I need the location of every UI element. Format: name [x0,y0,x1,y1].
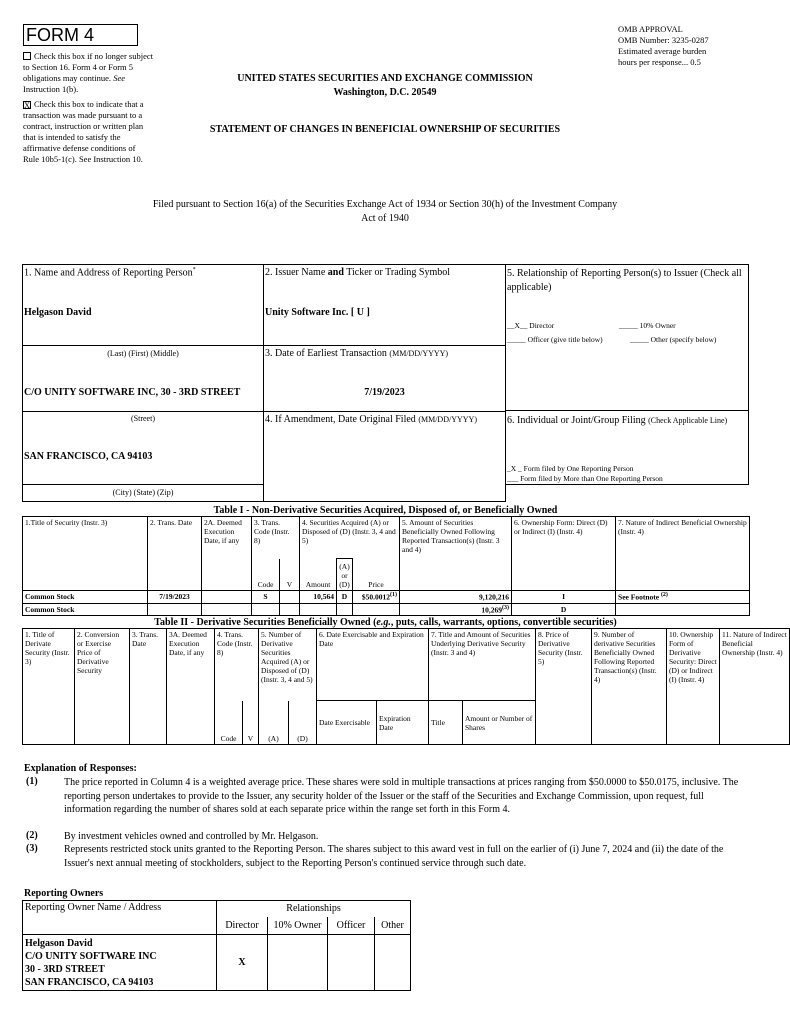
section16-checkbox-text: Check this box if no longer subject to Section 16. Form 4 or Form 5 obligations may continue. [23,51,153,84]
section1-label-sup: * [192,267,196,273]
section6-label-text: 6. Individual or Joint/Group Filing [507,415,646,426]
divider [22,411,264,412]
ro-owner-address [23,935,217,991]
t2-sub-date-exercisable: Date Exercisable [317,701,377,745]
rule10b5-checkbox-block [23,99,153,165]
t1-cell-date: 7/19/2023 [148,591,202,604]
t1-cell-title: Common Stock [23,591,148,604]
t2-header-conversion: 2. Conversion or Exercise Price of Derivative Security [75,629,130,745]
section1-label-text: 1. Name and Address of Reporting Person [24,267,193,279]
divider [22,345,264,346]
t1-cell-v [280,603,300,616]
t2-header-price: 8. Price of Derivative Security (Instr. 5) [536,629,592,745]
omb-line: hours per response... 0.5 [618,57,701,68]
t2-header-exercisable: 6. Date Exercisable and Expiration Date [317,629,429,701]
earliest-transaction-date: 7/19/2023 [364,387,405,398]
relationship-officer: _____ Officer (give title below) [507,335,603,344]
t1-header-code: 3. Trans. Code (Instr. 8) [252,517,300,559]
footnote-ref[interactable]: (2) [660,592,668,598]
city-caption: (City) (State) (Zip) [112,488,174,497]
agency-name: UNITED STATES SECURITIES AND EXCHANGE COMMISSION [237,73,533,84]
t1-cell-code [252,603,280,616]
t2-header-deemed: 3A. Deemed Execution Date, if any [167,629,215,745]
t1-cell-deemed [202,591,252,604]
omb-approval [618,24,758,68]
t1-cell-amount: 10,564 [300,591,337,604]
ro-director-mark: X [217,935,268,991]
t1-header-date: 2. Trans. Date [148,517,202,591]
divider [22,484,264,485]
issuer-name: Unity Software Inc. [ U ] [265,307,370,318]
t1-cell-price [353,603,400,616]
t1-cell-nature [616,603,750,616]
filing-more-persons: ___ Form filed by More than One Reporting Person [507,474,663,483]
ro-owner-line: Helgason David [25,938,93,949]
t1-nature-value: See Footnote [618,592,660,602]
section16-instr: Instruction 1(b). [23,84,79,95]
t2-sub-amount: Amount or Number of Shares [463,701,536,745]
relationship-director: __X__ Director [507,321,555,330]
section2-label-and: and [327,267,344,278]
t1-sub-price: Price [353,559,400,591]
reporting-owners-table [22,900,411,991]
omb-line: Estimated average burden [618,46,707,57]
t1-cell-form: D [512,603,616,616]
section1-box [22,264,264,502]
t1-cell-title: Common Stock [23,603,148,616]
footnote-text: The price reported in Column 4 is a weighted average price. These shares were sold in multiple transactions at prices ranging from $50.0000 to $50.0175, inclusive. The reporting person undertakes to provide to the Issuer, any security holder of the Issuer or the staff of the Securities and Exchange Commission, upon request, full information regarding the number of shares sold at each separate price within the range set forth in this Form 4. [64,777,739,815]
footnote-number: (3) [26,843,38,854]
t2-header-code: 4. Trans. Code (Instr. 8) [215,629,259,701]
ro-header-officer: Officer [328,917,375,935]
t1-cell-code: S [252,591,280,604]
t1-cell-ad [337,603,353,616]
t2-sub-d: (D) [289,701,317,745]
divider [263,345,506,346]
t1-cell-deemed [202,603,252,616]
table2 [22,628,790,745]
t1-header-securities: 4. Securities Acquired (A) or Disposed of (D) (Instr. 3, 4 and 5) [300,517,400,559]
section2-label [265,267,450,279]
t2-header-underlying: 7. Title and Amount of Securities Underlying Derivative Security (Instr. 3 and 4) [429,629,536,701]
filed-pursuant: Filed pursuant to Section 16(a) of the Securities Exchange Act of 1934 or Section 30(h) of the Investment Company Act of 1940 [152,199,618,224]
t2-sub-title: Title [429,701,463,745]
t1-header-deemed: 2A. Deemed Execution Date, if any [202,517,252,591]
t1-cell-owned [400,591,512,604]
section16-see: See [113,73,125,84]
t2-sub-v: V [243,701,259,745]
section6-label-small: (Check Applicable Line) [648,416,728,425]
section1-label [24,267,196,279]
form-title: FORM 4 [23,24,138,46]
footnote-ref[interactable]: (1) [390,592,398,598]
street-caption: (Street) [131,414,155,423]
ro-header-name: Reporting Owner Name / Address [23,901,217,935]
t1-cell-v [280,591,300,604]
section4-label-small: (MM/DD/YYYY) [418,415,477,424]
t1-cell-ad: D [337,591,353,604]
t1-header-ownership-form: 6. Ownership Form: Direct (D) or Indirect (I) (Instr. 4) [512,517,616,591]
section3-label-text: 3. Date of Earliest Transaction [265,348,387,359]
rule10b5-checkbox-text: Check this box to indicate that a transaction was made pursuant to a contract, instruction or written plan that is intended to satisfy the affirmative defense conditions of Rule 10b5-1(c). See Instruction 10. [23,99,144,165]
t2-header-nature: 11. Nature of Indirect Beneficial Ownership (Instr. 4) [720,629,790,745]
section4-label [265,414,477,426]
section16-checkbox-block [23,51,153,95]
table-row [23,935,411,991]
ro-officer-cell [328,935,375,991]
agency-city: Washington, D.C. 20549 [333,87,437,98]
t1-header-nature: 7. Nature of Indirect Beneficial Ownership (Instr. 4) [616,517,750,591]
t2-header-title: 1. Title of Derivate Security (Instr. 3) [23,629,75,745]
table-row [23,603,750,616]
section3-label [265,348,448,360]
t1-sub-amount: Amount [300,559,337,591]
t1-sub-v: V [280,559,300,591]
footnote-text: Represents restricted stock units granted to the Reporting Person. The shares subject to this award vest in full on the earlier of (i) June 7, 2024 and (ii) the date of the Issuer's next annual meeting of stockholders, subject to the Reporting Person's continued service through such date. [64,844,724,869]
t1-sub-a-or-d: (A) or (D) [337,559,353,591]
t2-header-owned: 9. Number of derivative Securities Beneficially Owned Following Reported Transaction(s) (Instr. 4) [592,629,667,745]
table2-title [22,617,749,629]
t1-header-amount-owned: 5. Amount of Securities Beneficially Owned Following Reported Transaction(s) (Instr. 3 and 4) [400,517,512,591]
filing-one-person: _X _ Form filed by One Reporting Person [507,464,634,473]
section4-label-text: 4. If Amendment, Date Original Filed [265,414,416,425]
divider [263,411,506,412]
table2-title-b: , puts, calls, warrants, options, convertible securities) [390,617,617,628]
statement-title: STATEMENT OF CHANGES IN BENEFICIAL OWNERSHIP OF SECURITIES [209,124,561,135]
reporting-owners-heading: Reporting Owners [24,888,104,899]
table2-title-eg: e.g. [376,617,391,628]
t1-sub-code: Code [252,559,280,591]
ro-owner-line: 30 - 3RD STREET [25,964,105,975]
section2-label-a: 2. Issuer Name [265,267,326,278]
section16-checkbox[interactable] [23,52,31,60]
ro-owner-line: C/O UNITY SOFTWARE INC [25,951,157,962]
footnote-ref[interactable]: (3) [502,604,510,611]
t1-cell-amount [300,603,337,616]
reporting-person-city: SAN FRANCISCO, CA 94103 [24,451,153,462]
t2-header-number: 5. Number of Derivative Securities Acquired (A) or Disposed of (D) (Instr. 3, 4 and 5) [259,629,317,701]
table1-title: Table I - Non-Derivative Securities Acquired, Disposed of, or Beneficially Owned [213,505,558,516]
t2-header-date: 3. Trans. Date [130,629,167,745]
omb-line: OMB Number: 3235-0287 [618,35,709,46]
relationship-ten-pct: _____ 10% Owner [619,321,676,330]
omb-line: OMB APPROVAL [618,24,683,34]
t1-cell-owned [400,603,512,616]
table2-title-a: Table II - Derivative Securities Beneficially Owned ( [154,617,377,628]
section2-4-box [263,264,506,502]
t2-header-form: 10. Ownership Form of Derivative Security: Direct (D) or Indirect (I) (Instr. 4) [667,629,720,745]
reporting-person-street: C/O UNITY SOFTWARE INC, 30 - 3RD STREET [24,387,241,398]
relationship-other: _____ Other (specify below) [630,335,717,344]
explanation-heading: Explanation of Responses: [24,763,137,774]
t1-cell-nature [616,591,750,604]
t1-owned-value: 10,269 [481,605,503,614]
section5-label: 5. Relationship of Reporting Person(s) to Issuer (Check all applicable) [507,268,742,293]
t1-cell-form: I [512,591,616,604]
ro-other-cell [375,935,411,991]
footnote-text: By investment vehicles owned and controlled by Mr. Helgason. [64,831,319,842]
footnote-number: (1) [26,776,38,787]
footnote-number: (2) [26,830,38,841]
ro-header-ten-pct: 10% Owner [268,917,328,935]
t2-sub-code: Code [215,701,243,745]
section3-label-small: (MM/DD/YYYY) [389,349,449,358]
t1-owned-value: 9,120,216 [479,592,510,602]
name-caption: (Last) (First) (Middle) [107,349,179,358]
rule10b5-checkbox[interactable]: X [24,101,30,110]
section2-label-b: Ticker or Trading Symbol [346,267,451,278]
t1-header-title: 1.Title of Security (Instr. 3) [23,517,148,591]
table-row [23,591,750,604]
ro-ten-pct-cell [268,935,328,991]
t1-price-value: $50.0012 [361,592,391,602]
table1 [22,516,750,616]
t2-sub-a: (A) [259,701,289,745]
t1-cell-date [148,603,202,616]
ro-owner-line: SAN FRANCISCO, CA 94103 [25,977,154,988]
ro-header-other: Other [375,917,411,935]
t2-sub-expiration: Expiration Date [377,701,429,745]
reporting-person-name: Helgason David [24,307,92,318]
t1-cell-price [353,591,400,604]
ro-header-relationships: Relationships [217,901,411,917]
ro-header-director: Director [217,917,268,935]
section6-label [507,414,747,427]
